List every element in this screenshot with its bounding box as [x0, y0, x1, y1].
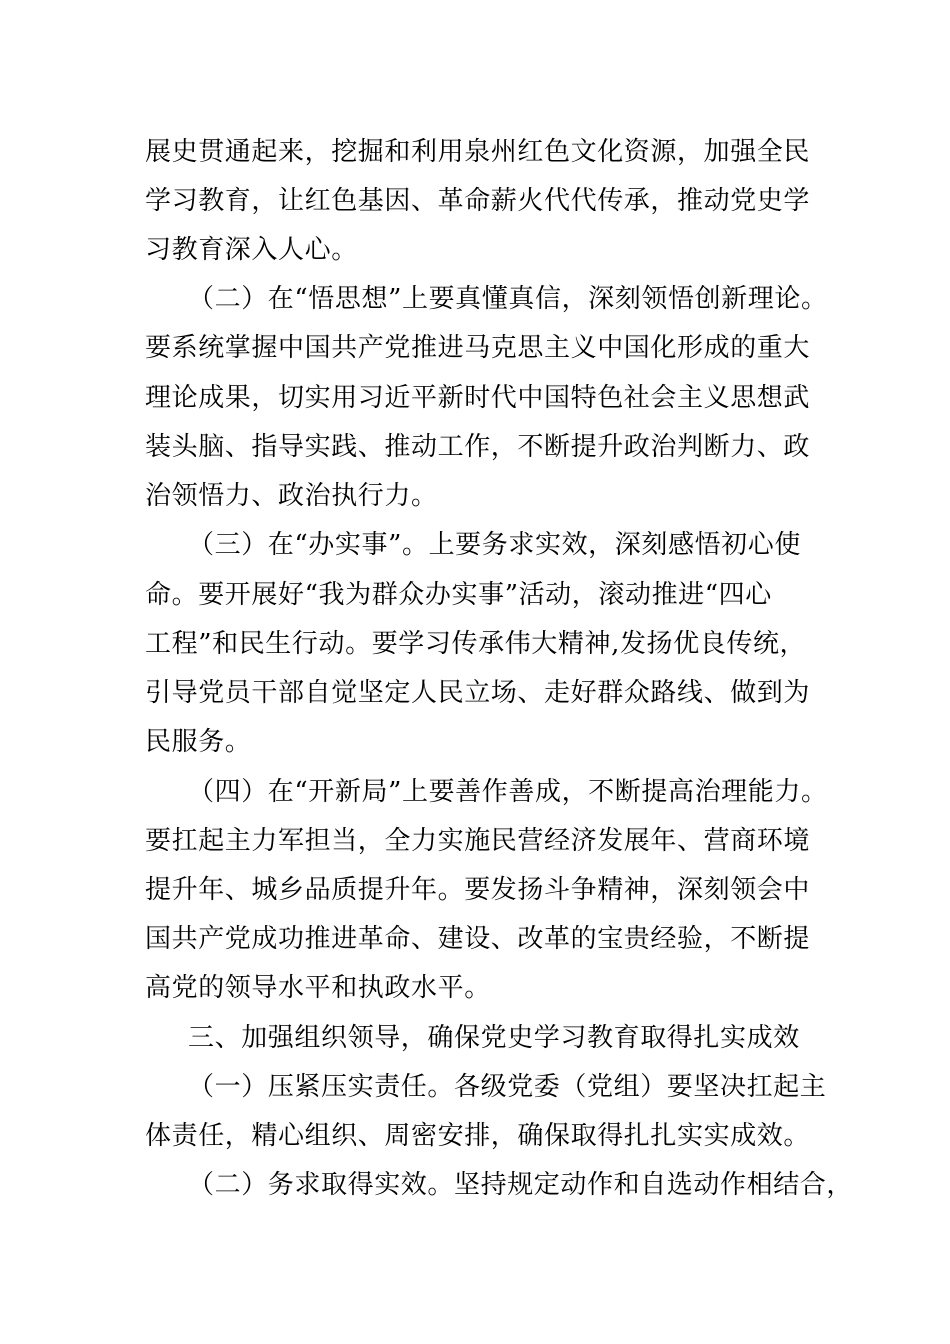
- paragraph-heading: （四）在“开新局”上要善作善成，不断提高治理能力。: [188, 777, 828, 807]
- text-line: 装头脑、指导实践、推动工作，不断提升政治判断力、政: [145, 432, 811, 462]
- text-line: 引导党员干部自觉坚定人民立场、走好群众路线、做到为: [145, 678, 811, 708]
- text-line: 要系统掌握中国共产党推进马克思主义中国化形成的重大: [145, 333, 811, 363]
- text-line: 提升年、城乡品质提升年。要发扬斗争精神，深刻领会中: [145, 875, 811, 905]
- text-line: 民服务。: [145, 727, 252, 757]
- text-line: 命。要开展好“我为群众办实事”活动，滚动推进“四心: [145, 580, 772, 610]
- text-line: 要扛起主力军担当，全力实施民营经济发展年、营商环境: [145, 826, 811, 856]
- text-line: 体责任，精心组织、周密安排，确保取得扎扎实实成效。: [145, 1121, 811, 1151]
- text-line: 工程”和民生行动。要学习传承伟大精神,发扬优良传统，: [145, 629, 807, 659]
- section-heading: 三、加强组织领导，确保党史学习教育取得扎实成效: [188, 1023, 800, 1053]
- text-line: 展史贯通起来，挖掘和利用泉州红色文化资源，加强全民: [145, 137, 811, 167]
- text-line: 治领悟力、政治执行力。: [145, 481, 438, 511]
- text-line: 高党的领导水平和执政水平。: [145, 973, 491, 1003]
- text-line: 理论成果，切实用习近平新时代中国特色社会主义思想武: [145, 383, 811, 413]
- paragraph-heading: （一）压紧压实责任。各级党委（党组）要坚决扛起主: [188, 1072, 827, 1102]
- paragraph-heading: （三）在“办实事”。上要务求实效，深刻感悟初心使: [188, 530, 801, 560]
- text-line: 学习教育，让红色基因、革命薪火代代传承，推动党史学: [145, 186, 811, 216]
- text-line: 国共产党成功推进革命、建设、改革的宝贵经验，不断提: [145, 924, 811, 954]
- paragraph-heading: （二）在“悟思想”上要真懂真信，深刻领悟创新理论。: [188, 284, 828, 314]
- paragraph-heading: （二）务求取得实效。坚持规定动作和自选动作相结合，: [188, 1170, 854, 1200]
- text-line: 习教育深入人心。: [145, 235, 358, 265]
